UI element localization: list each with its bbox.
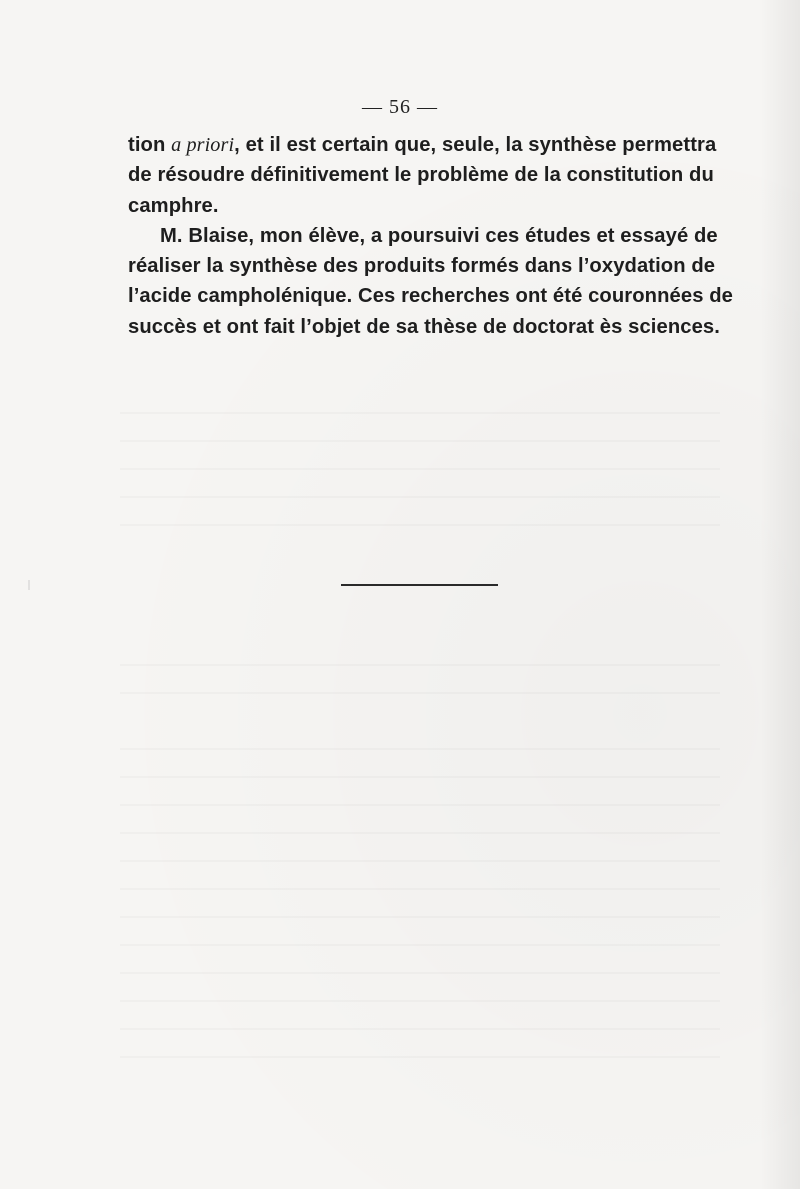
- show-through-line: [120, 860, 720, 862]
- page-number: — 56 —: [362, 96, 438, 118]
- text-line: M. Blaise, mon élève, a poursuivi ces études et essayé de: [160, 224, 718, 247]
- show-through-line: [120, 440, 720, 442]
- show-through-line: [120, 804, 720, 806]
- show-through-line: [120, 944, 720, 946]
- show-through-line: [120, 888, 720, 890]
- body-text: [128, 130, 733, 342]
- section-end-rule: [341, 584, 498, 586]
- text-line: [128, 130, 717, 160]
- italic-phrase: a priori: [171, 134, 235, 156]
- show-through-line: [120, 748, 720, 750]
- show-through-line: [120, 496, 720, 498]
- text-fragment: tion: [128, 134, 172, 156]
- show-through-line: [120, 832, 720, 834]
- text-line: de résoudre définitivement le problème de la constitution du: [128, 164, 714, 187]
- show-through-line: [120, 916, 720, 918]
- text-line: camphre.: [128, 194, 219, 217]
- show-through-line: [120, 524, 720, 526]
- paragraph-2: [128, 221, 733, 342]
- show-through-line: [120, 1028, 720, 1030]
- show-through-line: [120, 664, 720, 666]
- show-through-line: [120, 1056, 720, 1058]
- text-line: l’acide campholénique. Ces recherches ont été couronnées de: [128, 285, 733, 308]
- show-through-line: [120, 1000, 720, 1002]
- show-through-line: [120, 692, 720, 694]
- text-line: réaliser la synthèse des produits formés dans l’oxydation de: [128, 255, 716, 278]
- show-through-line: [120, 776, 720, 778]
- paragraph-1: [128, 130, 717, 221]
- text-fragment: , et il est certain que, seule, la synthèse permettra: [234, 134, 717, 156]
- show-through-line: [120, 468, 720, 470]
- text-line: succès et ont fait l’objet de sa thèse de doctorat ès sciences.: [128, 315, 720, 338]
- show-through-line: [120, 972, 720, 974]
- show-through-line: [120, 412, 720, 414]
- scan-speck: [28, 580, 30, 590]
